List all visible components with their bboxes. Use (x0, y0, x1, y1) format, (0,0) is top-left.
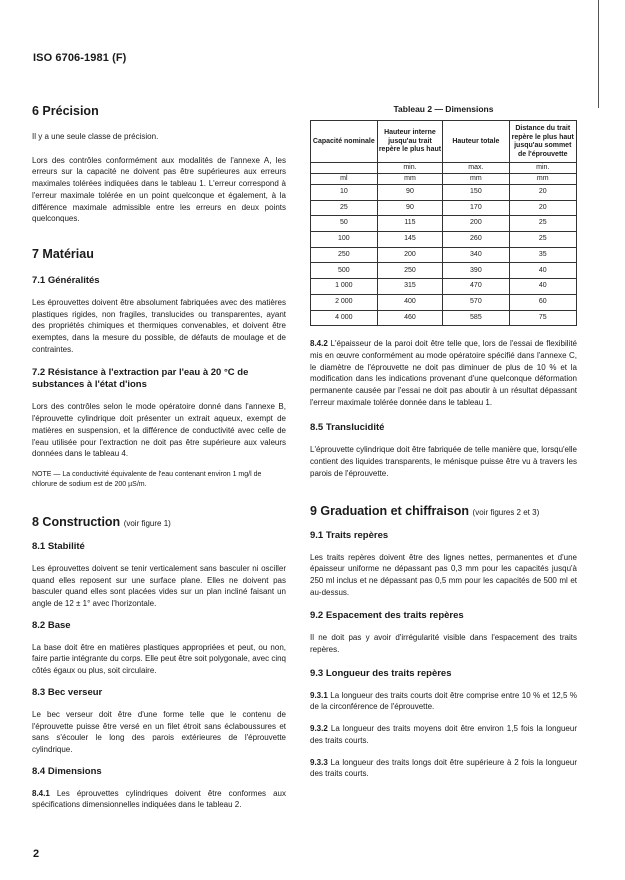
table-cell: 250 (311, 247, 378, 263)
table-cell: 200 (443, 216, 509, 232)
section-8-3-title: 8.3 Bec verseur (32, 686, 103, 698)
section-8-4-2-paragraph (310, 338, 577, 408)
section-8-5-title: 8.5 Translucidité (310, 422, 385, 434)
section-8-4-1-text: Les éprouvettes cylindriques doivent être conformes aux spécifications dimensionnelles indiquées dans le tableau 2. (32, 788, 286, 810)
table-cell: 2 000 (311, 294, 378, 310)
section-9-3-1-text: La longueur des traits courts doit être comprise entre 10 % et 12,5 % de la circonférence de l'éprouvette. (310, 690, 577, 712)
page-edge-mark (598, 0, 599, 108)
section-7-2-paragraph: Lors des contrôles selon le mode opératoire donné dans l'annexe B, l'éprouvette cylindrique doit présenter un extrait aqueux, exempt de matières en suspension, et la différence de conductivité avec celle de l'eau utilisée pour l'extraction ne doit pas être supérieure aux valeurs données dans le tableau 4. (32, 402, 286, 459)
section-9-title (310, 504, 577, 520)
section-8-4-2-text: L'épaisseur de la paroi doit être telle que, lors de l'essai de flexibilité mis en œuvre conformément au mode opératoire spécifié dans l'annexe C, le diamètre de l'éprouvette ne doit pas diminuer de plus de 10 % et la modification dans les indications provenant d'une quelconque déformation permanente causée par l'essai ne doit pas aboutir à un résultat dépassant l'erreur maximale tolérée donnée dans le tableau 1. (310, 339, 577, 407)
table-cell: 340 (443, 247, 509, 263)
section-8-4-title: 8.4 Dimensions (32, 765, 102, 777)
section-8-1-paragraph: Les éprouvettes doivent se tenir verticalement sans basculer ni osciller quand elles reposent sur une surface plane. Elles ne doivent pas basculer quand elles sont placées vides sur un plan incliné faisant un angle de 12 ± 1° avec l'horizontale. (32, 563, 286, 609)
table-cell: 470 (443, 279, 509, 295)
section-8-1-title: 8.1 Stabilité (32, 540, 85, 552)
section-7-1-title: 7.1 Généralités (32, 274, 100, 286)
table-cell: 260 (443, 232, 509, 248)
section-9-3-1-number: 9.3.1 (310, 690, 328, 700)
table-cell: 20 (509, 200, 576, 216)
table-limits-row (311, 163, 577, 174)
table-cell: 90 (377, 185, 443, 201)
section-6-paragraph-1: Il y a une seule classe de précision. (32, 132, 159, 141)
table-row (311, 279, 577, 295)
dimensions-table (310, 120, 577, 326)
section-8-title-text: 8 Construction (32, 514, 121, 529)
table-cell: 460 (377, 310, 443, 326)
table-cell: 1 000 (311, 279, 378, 295)
table-row (311, 232, 577, 248)
section-7-title: 7 Matériau (32, 246, 94, 261)
table-cell: 150 (443, 185, 509, 201)
section-7-2-note: NOTE — La conductivité équivalente de l'eau contenant environ 1 mg/l de chlorure de sodium est de 200 µS/m. (32, 470, 262, 489)
section-8-3-paragraph: Le bec verseur doit être d'une forme telle que le contenu de l'éprouvette puisse être versé en un filet étroit sans éclaboussures et sans s'écouler le long des parois extérieures de l'éprouvette cylindrique. (32, 709, 286, 754)
section-8-4-2-number: 8.4.2 (310, 339, 328, 349)
table-row (311, 247, 577, 263)
header-capacity: Capacité nominale (311, 121, 378, 163)
table-cell: 25 (509, 216, 576, 232)
limit-cell (311, 163, 378, 174)
table-row (311, 294, 577, 310)
section-6-paragraph-2: Lors des contrôles conformément aux modalités de l'annexe A, les erreurs sur la capacité ne doivent pas être supérieures aux erreurs maximales tolérées indiquées dans le tableau 1. L'erreur correspond à l'erreur maximale tolérée en un point quelconque et également, à la différence maximale admissible entre les erreurs en deux points quelconques. (32, 155, 286, 224)
unit-cell: mm (443, 174, 509, 185)
table-row (311, 216, 577, 232)
table-cell: 170 (443, 200, 509, 216)
table-cell: 200 (377, 247, 443, 263)
table-cell: 400 (377, 294, 443, 310)
section-8-title (32, 515, 286, 531)
section-6-title: 6 Précision (32, 104, 99, 118)
table-units-row (311, 174, 577, 185)
section-9-1-title: 9.1 Traits repères (310, 529, 389, 541)
section-9-2-title: 9.2 Espacement des traits repères (310, 610, 464, 622)
table-cell: 20 (509, 185, 576, 201)
table-cell: 90 (377, 200, 443, 216)
right-column (310, 104, 577, 780)
section-9-title-text: 9 Graduation et chiffraison (310, 503, 470, 518)
table-cell: 100 (311, 232, 378, 248)
table-row (311, 263, 577, 279)
table-cell: 145 (377, 232, 443, 248)
section-8-4-1-paragraph (32, 788, 286, 811)
table-cell: 585 (443, 310, 509, 326)
table-cell: 60 (509, 294, 576, 310)
section-9-figure-ref: (voir figures 2 et 3) (472, 507, 540, 517)
table-cell: 500 (311, 263, 378, 279)
section-7-2-title: 7.2 Résistance à l'extraction par l'eau à 20 °C de substances à l'état d'ions (32, 367, 249, 391)
section-8-2-paragraph: La base doit être en matières plastiques appropriées et peut, ou non, faire partie intégrante du corps. Elle peut être soit polygonale, avec cinq côtés égaux ou plus, soit circulaire. (32, 642, 286, 676)
section-8-2-title: 8.2 Base (32, 619, 71, 631)
page-number: 2 (33, 848, 40, 860)
section-9-3-3-paragraph (310, 757, 577, 780)
section-9-3-title: 9.3 Longueur des traits repères (310, 667, 452, 679)
section-9-2-paragraph: Il ne doit pas y avoir d'irrégularité visible dans l'espacement des traits repères. (310, 633, 577, 655)
header-internal-height: Hauteur interne jusqu'au trait repère le plus haut (377, 121, 443, 163)
section-9-3-3-text: La longueur des traits longs doit être supérieure à 2 fois la longueur des traits courts. (310, 757, 577, 779)
standard-header: ISO 6706-1981 (F) (33, 52, 127, 64)
table-cell: 25 (311, 200, 378, 216)
table-cell: 40 (509, 263, 576, 279)
header-distance: Distance du trait repère le plus haut jusqu'au sommet de l'éprouvette (509, 121, 576, 163)
table-2-caption: Tableau 2 — Dimensions (393, 104, 494, 114)
section-7-1-paragraph: Les éprouvettes doivent être absolument fabriquées avec des matières plastiques rigides, non fragiles, translucides ou transparentes, ayant des propriétés chimiques et thermiques convenables, et doivent être exemptes, dans la mesure du possible, de défauts de moulage et de contraintes. (32, 297, 286, 354)
table-cell: 40 (509, 279, 576, 295)
table-cell: 390 (443, 263, 509, 279)
table-cell: 115 (377, 216, 443, 232)
table-cell: 4 000 (311, 310, 378, 326)
unit-cell: ml (311, 174, 378, 185)
section-9-3-1-paragraph (310, 690, 577, 713)
table-cell: 570 (443, 294, 509, 310)
table-cell: 10 (311, 185, 378, 201)
table-header-row (311, 121, 577, 163)
section-9-1-paragraph: Les traits repères doivent être des lignes nettes, permanentes et d'une épaisseur uniforme ne dépassant pas 0,3 mm pour les capacités jusqu'à 250 ml inclus et ne dépassant pas 0,5 mm pour les capacités de 500 ml et au-dessus. (310, 552, 577, 597)
limit-cell: max. (443, 163, 509, 174)
table-cell: 25 (509, 232, 576, 248)
section-9-3-3-number: 9.3.3 (310, 757, 328, 767)
table-cell: 315 (377, 279, 443, 295)
table-row (311, 200, 577, 216)
limit-cell: min. (509, 163, 576, 174)
table-row (311, 310, 577, 326)
section-9-3-2-number: 9.3.2 (310, 724, 328, 734)
unit-cell: mm (509, 174, 576, 185)
section-8-4-1-number: 8.4.1 (32, 788, 50, 798)
unit-cell: mm (377, 174, 443, 185)
section-9-3-2-paragraph (310, 723, 577, 746)
table-row (311, 185, 577, 201)
section-8-figure-ref: (voir figure 1) (123, 518, 171, 528)
table-cell: 35 (509, 247, 576, 263)
header-total-height: Hauteur totale (443, 121, 509, 163)
section-8-5-paragraph: L'éprouvette cylindrique doit être fabriquée de telle manière que, lorsqu'elle contient des liquides transparents, le ménisque puisse être vu à travers les parois de l'éprouvette. (310, 445, 577, 478)
limit-cell: min. (377, 163, 443, 174)
table-cell: 50 (311, 216, 378, 232)
table-cell: 75 (509, 310, 576, 326)
left-column (32, 104, 286, 811)
table-cell: 250 (377, 263, 443, 279)
section-9-3-2-text: La longueur des traits moyens doit être environ 1,5 fois la longueur des traits courts. (310, 724, 577, 745)
